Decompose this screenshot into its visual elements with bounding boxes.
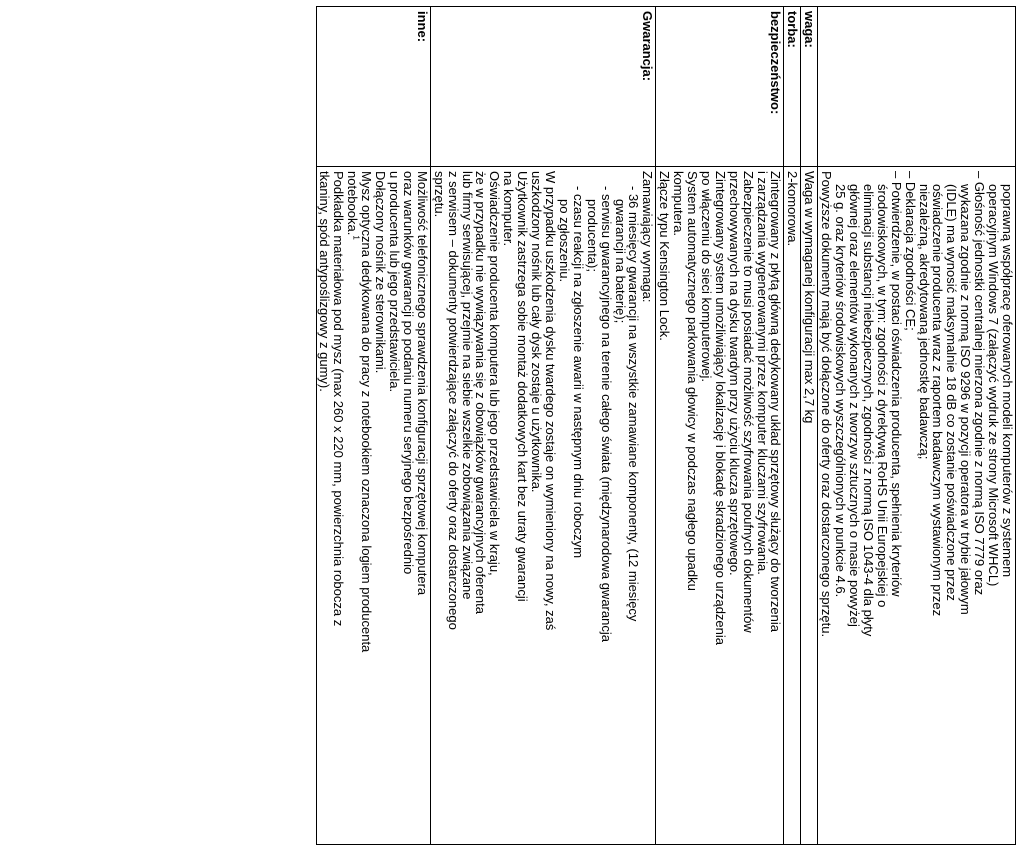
content-line-text: Zamawiający wymaga: — [640, 171, 656, 303]
content-line-text: komputera. — [671, 171, 687, 237]
content-line — [741, 171, 755, 840]
content-line — [986, 171, 1000, 840]
content-line — [819, 171, 833, 840]
content-line-text: Możliwość telefonicznego sprawdzenia konfiguracji sprzętowej komputera — [414, 171, 430, 596]
content-line — [727, 171, 741, 840]
content-line-text: operacyjnym Windows 7 (załączyć wydruk ze strony Microsoft WHCL) — [986, 184, 1002, 587]
content-line — [699, 171, 713, 840]
content-line — [432, 171, 446, 840]
content-line — [529, 171, 543, 840]
content-line-text: Powyższe dokumenty mają być dołączone do oferty oraz dostarczonego sprzętu. — [819, 171, 835, 638]
content-line-text: sprzętu. — [431, 171, 447, 218]
content-line — [889, 171, 903, 840]
content-line — [401, 171, 415, 840]
spec-row-gwarancja — [430, 7, 656, 845]
content-line — [931, 171, 945, 840]
specification-table — [316, 6, 1016, 845]
content-line — [847, 171, 861, 840]
content-line-text: eliminacji substancji niebezpiecznych, zgodności z normą ISO 1043-4 dla płyty — [860, 184, 876, 637]
spec-row-bezpieczenstwo — [656, 7, 784, 845]
content-line — [769, 171, 783, 840]
content-line-text: - 36 miesięcy gwarancji na wszystkie zamawiane komponenty, (12 miesięcy — [626, 186, 642, 622]
content-line-text: Użytkownik zastrzega sobie montaż dodatkowych kart bez utraty gwarancji — [515, 171, 531, 602]
content-line-text: Złącze typu Kensington Lock. — [657, 171, 673, 341]
content-line-text: na komputer. — [501, 171, 517, 247]
content-line-text: producenta); — [584, 199, 600, 272]
content-line-text: i zarządzania wygenerowanymi przez komputer kluczami szyfrowania. — [754, 171, 770, 575]
content-line-text: Podkładka materiałowa pod mysz (max 260 x 220 mm, powierzchnia robocza z — [331, 171, 347, 627]
spec-row-content — [818, 167, 1016, 845]
content-line-text: oświadczenie producenta wraz z raportem badawczym wystawionym przez — [930, 184, 946, 617]
content-line-text: – Głośność jednostki centralnej mierzona zgodnie z normą ISO 7779 oraz — [972, 171, 988, 596]
spec-row-label: bezpieczeństwo: — [656, 7, 784, 167]
content-line — [474, 171, 488, 840]
content-line-text: 2-komorowa. — [785, 171, 801, 247]
content-line-text: Oświadczenie producenta komputera lub jego przedstawiciela w kraju, — [487, 171, 503, 576]
content-line — [671, 171, 685, 840]
content-line — [627, 171, 641, 840]
specification-table-body — [316, 7, 1015, 845]
content-line-text: po włączeniu do sieci komputerowej. — [698, 171, 714, 382]
spec-row-inne — [316, 7, 430, 845]
content-line-text: tkaniny, spód antypoślizgowy z gumy). — [317, 171, 333, 392]
content-line — [446, 171, 460, 840]
content-line — [585, 171, 599, 840]
content-line — [875, 171, 889, 840]
content-line — [345, 171, 359, 840]
content-line-text: Zintegrowany z płytą główną dedykowany układ sprzętowy służący do tworzenia — [768, 171, 784, 633]
content-line — [786, 171, 800, 840]
content-line — [487, 171, 501, 840]
spec-row-label: torba: — [784, 7, 801, 167]
spec-row-content — [656, 167, 784, 845]
content-line — [373, 171, 387, 840]
content-line-text: Dołączony nośnik ze sterownikami. — [373, 171, 389, 374]
content-line — [685, 171, 699, 840]
content-line — [903, 171, 917, 840]
content-line-text: Zintegrowany system umożliwiający lokalizację i blokadę skradzionego urządzenia — [712, 171, 728, 646]
footnote-marker: 1 — [351, 235, 361, 240]
content-line — [359, 171, 373, 840]
spec-row-content — [801, 167, 818, 845]
content-line-text: - serwisu gwarancyjnego na terenie całego świata (międzynarodowa gwarancja — [598, 186, 614, 642]
content-line — [944, 171, 958, 840]
content-line-text: Waga w wymaganej konfiguracji max 2,7 kg — [802, 171, 818, 424]
content-line-text: oraz warunków gwarancji po podaniu numeru seryjnego bezpośrednio — [400, 171, 416, 575]
content-line-text: notebooka. — [345, 171, 361, 236]
content-line-text: System automatycznego parkowania głowicy w podczas nagłego upadku — [685, 171, 701, 591]
content-line — [515, 171, 529, 840]
content-line — [861, 171, 875, 840]
content-line — [802, 171, 816, 840]
content-line-text: że w przypadku nie wywiązywania się z obowiązków gwarancyjnych oferenta — [473, 171, 489, 614]
spec-row-label: Gwarancja: — [430, 7, 656, 167]
content-line-text: niezależną, akredytowaną jednostkę badawczą; — [916, 184, 932, 460]
content-line — [613, 171, 627, 840]
content-line — [657, 171, 671, 840]
content-line-text: środowiskowych, w tym: zgodności z dyrektywą RoHS Unii Europejskiej o — [874, 184, 890, 608]
content-line — [917, 171, 931, 840]
spec-row-content — [430, 167, 656, 845]
content-line-text: lub firmy serwisującej, przejmie na siebie wszelkie zobowiązania związane — [459, 171, 475, 600]
content-line-text: Mysz optyczna dedykowana do pracy z notebookiem oznaczona logiem producenta — [359, 171, 375, 653]
content-line — [557, 171, 571, 840]
content-line-text: - czasu reakcji na zgłoszenie awarii w następnym dniu roboczym — [570, 186, 586, 559]
content-line — [571, 171, 585, 840]
content-line-text: W przypadku uszkodzenia dysku twardego zostaje on wymieniony na nowy, zaś — [543, 171, 558, 631]
content-line — [318, 171, 332, 840]
content-line — [972, 171, 986, 840]
content-line-text: z serwisem – dokumenty potwierdzające załączyć do oferty oraz dostarczonego — [445, 171, 461, 630]
content-line — [460, 171, 474, 840]
spec-row-label — [818, 7, 1016, 167]
content-line — [958, 171, 972, 840]
content-line-text: (IDLE) ma wynosić maksymalnie 18 dB co zostanie poświadczone przez — [944, 184, 960, 601]
content-line-text: poprawną współpracę oferowanych modeli komputerów z systemem — [1000, 184, 1015, 578]
content-line-text: Zabezpieczenie to musi posiadać możliwość szyfrowania poufnych dokumentów — [740, 171, 756, 633]
content-line — [599, 171, 613, 840]
content-line-text: przechowywanych na dysku twardym przy użyciu klucza sprzętowego. — [726, 171, 742, 576]
content-line-text: uszkodzony nośnik lub cały dysk zostaje u użytkownika. — [529, 171, 545, 493]
content-line-text: – Deklaracja zgodności CE; — [902, 171, 918, 331]
content-line — [833, 171, 847, 840]
content-line — [332, 171, 346, 840]
content-line-text: wykazana zgodnie z normą ISO 9296 w pozycji operatora w trybie jałowym — [958, 184, 974, 615]
content-line-text: u producenta lub jego przedstawiciela. — [387, 171, 403, 393]
content-line — [1000, 171, 1014, 840]
content-line-text: gwarancji na baterię); — [612, 199, 628, 324]
content-line — [387, 171, 401, 840]
spec-row-content — [784, 167, 801, 845]
content-line — [713, 171, 727, 840]
content-line — [755, 171, 769, 840]
content-line-text: – Potwierdzenie, w postaci oświadczenia producenta, spełnienia kryteriów — [888, 171, 904, 597]
content-line — [501, 171, 515, 840]
spec-row-content — [316, 167, 430, 845]
content-line — [640, 171, 654, 840]
spec-row-label: waga: — [801, 7, 818, 167]
spec-row-label: inne: — [316, 7, 430, 167]
content-line-text: 25 g. oraz kryteriów środowiskowych wyszczególnionych w punkcie 4.6. — [833, 184, 849, 598]
content-line — [543, 171, 557, 840]
spec-row-torba — [784, 7, 801, 845]
content-line-text: głównej oraz elementów wykonanych z tworzyw sztucznych o masie powyżej — [847, 184, 863, 627]
content-line-text: po zgłoszeniu. — [556, 199, 572, 283]
spec-row-waga — [801, 7, 818, 845]
spec-row-continuation — [818, 7, 1016, 845]
content-line — [415, 171, 429, 840]
